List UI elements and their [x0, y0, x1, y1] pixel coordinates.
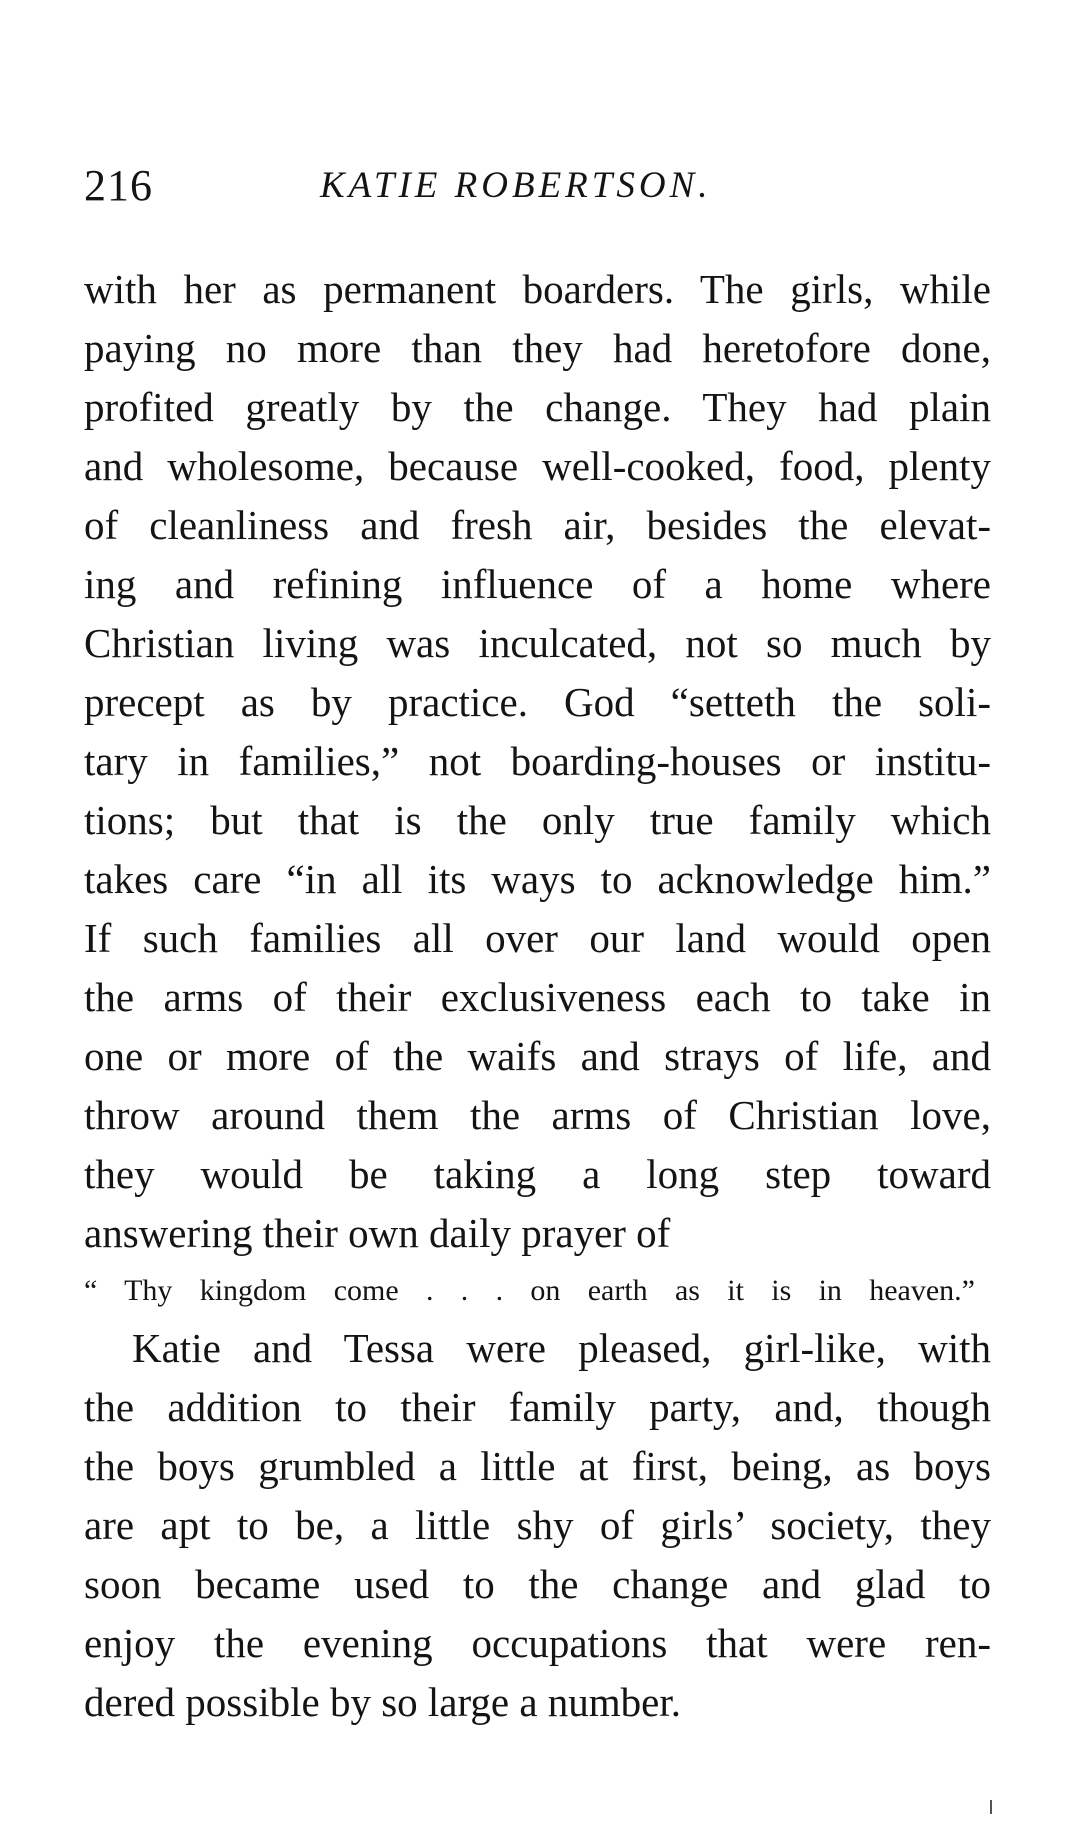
text-line: enjoy the evening occupations that were ren-: [84, 1620, 991, 1666]
running-title: KATIE ROBERTSON.: [320, 165, 712, 206]
text-line: the arms of their exclusiveness each to take in: [84, 974, 991, 1020]
text-line: dered possible by so large a number.: [84, 1679, 682, 1725]
text-line: tary in families,” not boarding-houses or institu-: [84, 738, 991, 784]
text-line: paying no more than they had heretofore done,: [84, 325, 991, 371]
text-line: Christian living was inculcated, not so much by: [84, 620, 991, 666]
paragraph-2: [84, 1319, 991, 1732]
text-line: precept as by practice. God “setteth the soli-: [84, 679, 991, 725]
text-line: ing and refining influence of a home where: [84, 561, 991, 607]
text-line: the addition to their family party, and, though: [84, 1384, 991, 1430]
text-line: throw around them the arms of Christian love,: [84, 1092, 991, 1138]
scripture-quote: “ Thy kingdom come . . . on earth as it is in heaven.”: [84, 1274, 975, 1307]
text-line: with her as permanent boarders. The girls, while: [84, 266, 991, 312]
paper-speck: [990, 1800, 992, 1814]
text-line: tions; but that is the only true family which: [84, 797, 991, 843]
text-line: Katie and Tessa were pleased, girl-like, with: [132, 1325, 991, 1371]
text-line: of cleanliness and fresh air, besides the elevat-: [84, 502, 991, 548]
text-line: are apt to be, a little shy of girls’ society, they: [84, 1502, 991, 1548]
text-line: and wholesome, because well-cooked, food, plenty: [84, 443, 991, 489]
text-line: they would be taking a long step toward: [84, 1151, 991, 1197]
text-line: one or more of the waifs and strays of life, and: [84, 1033, 991, 1079]
page-number: 216: [84, 161, 153, 210]
text-line: takes care “in all its ways to acknowledge him.”: [84, 856, 991, 902]
body-text: [84, 260, 991, 1732]
text-line: answering their own daily prayer of: [84, 1210, 671, 1256]
text-line: soon became used to the change and glad to: [84, 1561, 991, 1607]
text-line: If such families all over our land would open: [84, 915, 991, 961]
text-line: the boys grumbled a little at first, being, as boys: [84, 1443, 991, 1489]
page-header: [84, 160, 1004, 220]
paragraph-1: [84, 260, 991, 1263]
text-line: profited greatly by the change. They had plain: [84, 384, 991, 430]
